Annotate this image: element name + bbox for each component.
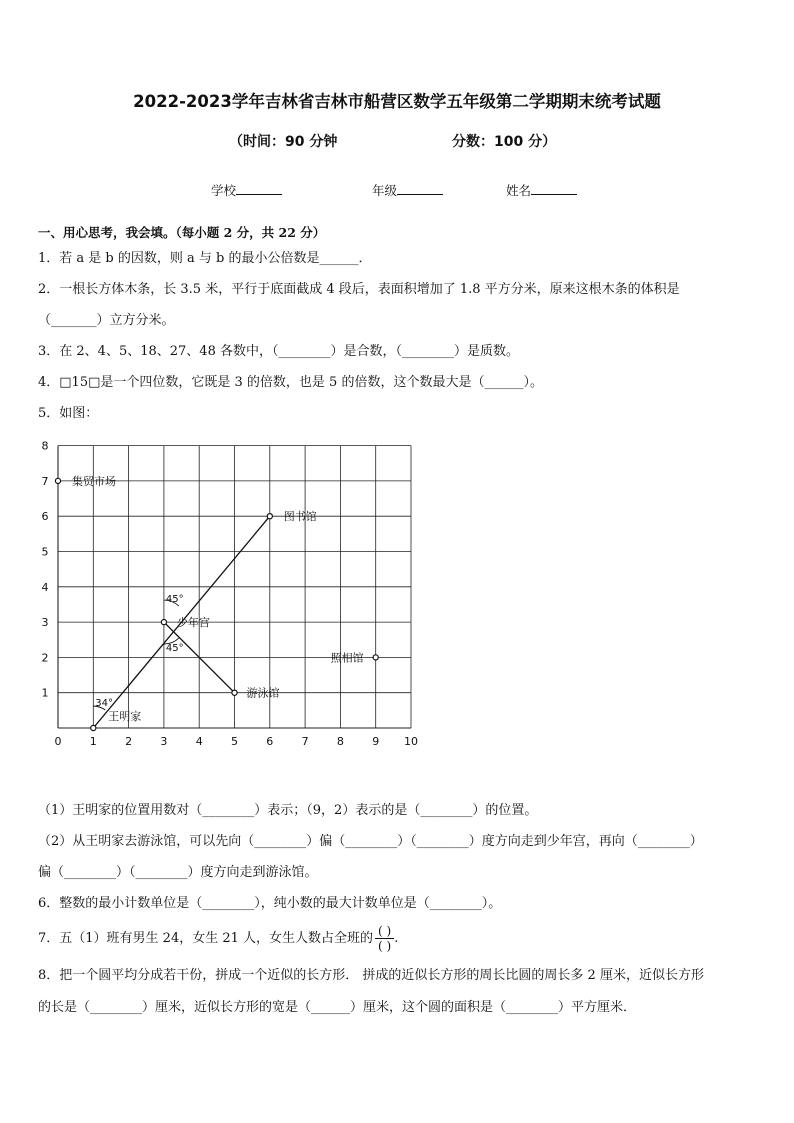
x-tick-label: 0 xyxy=(54,735,62,748)
angle-arcs xyxy=(93,600,179,710)
x-tick-label: 7 xyxy=(301,735,309,748)
fraction-numerator[interactable]: ( ) xyxy=(375,924,394,939)
map-point-label: 王明家 xyxy=(108,710,142,723)
school-blank[interactable] xyxy=(236,183,282,195)
map-point-marker xyxy=(232,690,237,695)
y-tick-label: 4 xyxy=(41,580,49,594)
question-7-fraction xyxy=(375,924,394,953)
angle-label: 45° xyxy=(165,594,184,606)
map-point-label: 游泳馆 xyxy=(246,686,280,700)
map-point-marker xyxy=(161,620,166,625)
grid-lines xyxy=(58,446,411,728)
question-8-line1: 8．把一个圆平均分成若干份，拼成一个近似的长方形． 拼成的近似长方形的周长比圆的周长多 2 厘米，近似长方形 xyxy=(38,968,704,983)
y-tick-label: 3 xyxy=(41,616,49,630)
map-point-label: 照相馆 xyxy=(330,651,364,665)
question-2-line2: （_______）立方分米。 xyxy=(38,313,175,328)
name-field xyxy=(506,181,577,199)
question-2-line1: 2．一根长方体木条，长 3.5 米，平行于底面截成 4 段后，表面积增加了 1.8 平方分米，原来这根木条的体积是 xyxy=(38,282,680,297)
angle-label: 34° xyxy=(95,698,114,709)
exam-time: （时间：90 分钟 xyxy=(229,134,338,150)
question-5-part2-line2: 偏（________）（________）度方向走到游泳馆。 xyxy=(38,865,318,880)
question-7-text: 7．五（1）班有男生 24，女生 21 人，女生人数占全班的 xyxy=(38,931,374,946)
x-tick-label: 4 xyxy=(195,735,203,748)
map-point-marker xyxy=(91,725,96,730)
y-tick-label: 1 xyxy=(41,686,49,700)
x-tick-label: 1 xyxy=(89,735,97,748)
question-3: 3．在 2、4、5、18、27、48 各数中，（________）是合数，（________）是质数。 xyxy=(38,344,519,359)
x-tick-label: 9 xyxy=(372,735,380,748)
y-tick-label: 8 xyxy=(41,439,49,453)
x-tick-label: 5 xyxy=(231,735,238,748)
map-point-label: 少年宫 xyxy=(176,616,210,630)
fraction-denominator[interactable]: ( ) xyxy=(378,939,392,953)
question-6: 6．整数的最小计数单位是（________），纯小数的最大计数单位是（________）。 xyxy=(38,896,502,911)
x-tick-label: 2 xyxy=(125,735,133,748)
map-point-marker xyxy=(267,514,272,519)
question-5: 5．如图： xyxy=(38,406,99,421)
grid-map-figure xyxy=(30,432,430,757)
y-tick-label: 5 xyxy=(41,545,49,559)
school-label: 学校 xyxy=(211,183,237,198)
map-point-marker xyxy=(55,478,60,483)
question-7 xyxy=(38,924,398,953)
map-point-label: 集贸市场 xyxy=(72,474,116,488)
x-tick-label: 10 xyxy=(404,735,418,748)
x-tick-label: 6 xyxy=(266,735,274,748)
name-label: 姓名 xyxy=(506,183,532,198)
question-5-part2-line1: （2）从王明家去游泳馆，可以先向（________）偏（________）（________）度方向走到少年宫，再向（________） xyxy=(38,834,703,849)
y-tick-label: 7 xyxy=(41,474,49,488)
map-point-label: 图书馆 xyxy=(283,510,317,524)
question-1: 1．若 a 是 b 的因数，则 a 与 b 的最小公倍数是______． xyxy=(38,251,372,266)
page-title: 2022-2023学年吉林省吉林市船营区数学五年级第二学期期末统考试题 xyxy=(133,92,661,111)
section-heading: 一、用心思考，我会填。（每小题 2 分，共 22 分） xyxy=(38,225,326,240)
grade-field xyxy=(372,181,443,199)
question-8-line2: 的长是（________）厘米，近似长方形的宽是（______）厘米，这个圆的面积是（________）平方厘米． xyxy=(38,1000,637,1015)
y-tick-label: 6 xyxy=(41,510,49,524)
x-tick-label: 8 xyxy=(336,735,344,748)
angle-label: 45° xyxy=(165,643,184,655)
question-7-period: . xyxy=(394,931,399,946)
exam-score: 分数：100 分） xyxy=(452,134,557,150)
grade-label: 年级 xyxy=(372,183,398,198)
map-points xyxy=(55,474,378,731)
question-5-part1: （1）王明家的位置用数对（________）表示；（9，2）表示的是（________）的位置。 xyxy=(38,803,538,818)
grade-blank[interactable] xyxy=(397,183,443,195)
question-4: 4．□15□是一个四位数，它既是 3 的倍数，也是 5 的倍数，这个数最大是（______）。 xyxy=(38,375,543,390)
angle-labels xyxy=(95,594,183,709)
school-field xyxy=(211,181,282,199)
y-tick-label: 2 xyxy=(41,651,49,665)
name-blank[interactable] xyxy=(531,183,577,195)
map-point-marker xyxy=(373,655,378,660)
x-tick-label: 3 xyxy=(160,735,168,748)
